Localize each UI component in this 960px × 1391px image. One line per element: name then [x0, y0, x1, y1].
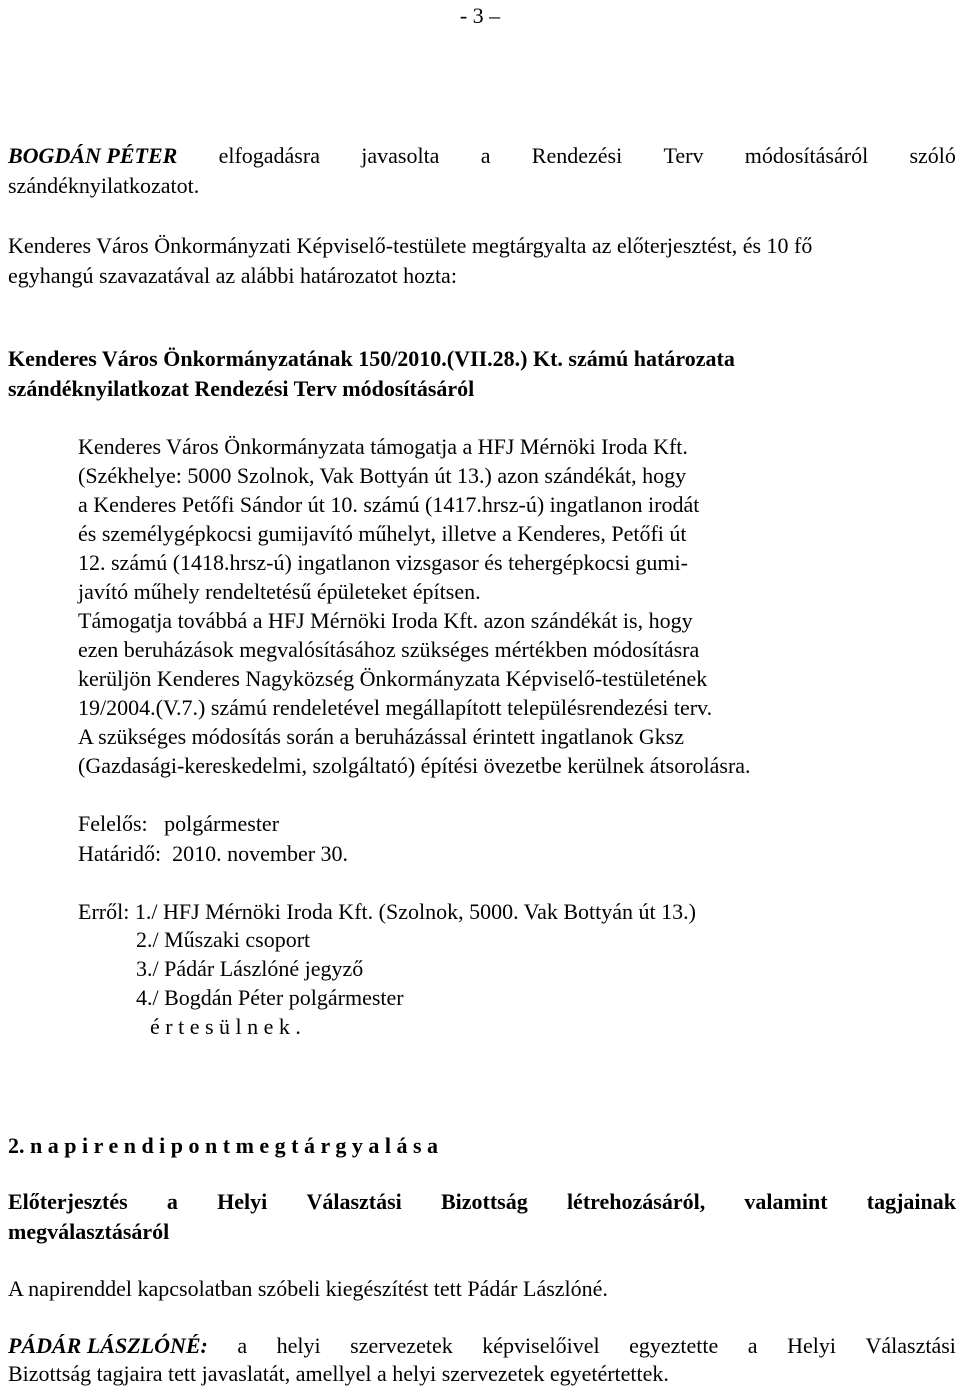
agenda2-heading: 2. n a p i r e n d i p o n t m e g t á r g y a l á s a	[8, 1133, 439, 1158]
responsible-row	[78, 811, 279, 837]
word: a	[747, 1333, 758, 1358]
responsible-label: Felelős:	[78, 811, 148, 836]
word: módosításáról	[744, 143, 869, 168]
word: valamint	[744, 1189, 828, 1214]
notify-row-1	[78, 899, 696, 925]
word: Választási	[865, 1333, 956, 1358]
resolution-line: és személygépkocsi gumijavító műhelyt, illetve a Kenderes, Petőfi út	[78, 521, 687, 546]
resolution-title-line1: Kenderes Város Önkormányzatának 150/2010.(VII.28.) Kt. számú határozata	[8, 346, 735, 371]
word: képviselőivel	[482, 1333, 600, 1358]
word: helyi	[276, 1333, 321, 1358]
word: szervezetek	[350, 1333, 453, 1358]
para2-line2: egyhangú szavazatával az alábbi határozatot hozta:	[8, 263, 457, 288]
resolution-line: kerüljön Kenderes Nagyközség Önkormányzata Képviselő-testületének	[78, 666, 708, 691]
word: a	[237, 1333, 248, 1358]
deadline-value: 2010. november 30.	[172, 841, 349, 866]
word: Bizottság	[440, 1189, 528, 1214]
word: a	[166, 1189, 178, 1214]
resolution-line: 19/2004.(V.7.) számú rendeletével megállapított településrendezési terv.	[78, 695, 713, 720]
resolution-line: (Gazdasági-kereskedelmi, szolgáltató) építési övezetbe kerülnek átsorolásra.	[78, 753, 751, 778]
resolution-line: 12. számú (1418.hrsz-ú) ingatlanon vizsgasor és tehergépkocsi gumi-	[78, 550, 688, 575]
speaker-name: PÁDÁR LÁSZLÓNÉ:	[8, 1333, 208, 1358]
resolution-line: Kenderes Város Önkormányzata támogatja a HFJ Mérnöki Iroda Kft.	[78, 434, 688, 459]
word: Terv	[663, 143, 704, 168]
agenda2-title-line2: megválasztásáról	[8, 1219, 170, 1244]
deadline-row	[78, 841, 348, 867]
resolution-line: Támogatja továbbá a HFJ Mérnöki Iroda Kft. azon szándékát is, hogy	[78, 608, 693, 633]
word: tagjainak	[866, 1189, 956, 1214]
word: Rendezési	[531, 143, 623, 168]
word: Előterjesztés	[8, 1189, 128, 1214]
resolution-line: (Székhelye: 5000 Szolnok, Vak Bottyán út 13.) azon szándékát, hogy	[78, 463, 687, 488]
word: Helyi	[787, 1333, 836, 1358]
agenda2-speaker-line1	[8, 1333, 956, 1359]
word: Választási	[306, 1189, 402, 1214]
responsible-value: polgármester	[164, 811, 280, 836]
para1-line2: szándéknyilatkozatot.	[8, 173, 200, 198]
word: javasolta	[361, 143, 440, 168]
agenda2-speaker-line2: Bizottság tagjaira tett javaslatát, amellyel a helyi szervezetek egyetértettek.	[8, 1361, 669, 1386]
notify-closing: é r t e s ü l n e k .	[150, 1014, 301, 1039]
notify-item: 2./ Műszaki csoport	[136, 927, 311, 952]
para2-line1: Kenderes Város Önkormányzati Képviselő-testülete megtárgyalta az előterjesztést, és 10 fő	[8, 233, 813, 258]
resolution-line: ezen beruházások megvalósításához szükséges mértékben módosításra	[78, 637, 700, 662]
word: egyeztette	[629, 1333, 719, 1358]
deadline-label: Határidő:	[78, 841, 162, 866]
notify-item: 3./ Pádár Lászlóné jegyző	[136, 956, 364, 981]
notify-item: 1./ HFJ Mérnöki Iroda Kft. (Szolnok, 5000. Vak Bottyán út 13.)	[134, 899, 696, 924]
word: elfogadásra	[218, 143, 320, 168]
speaker-name: BOGDÁN PÉTER	[8, 143, 178, 168]
word: létrehozásáról,	[566, 1189, 706, 1214]
word: szóló	[909, 143, 956, 168]
para1-line1	[8, 143, 956, 169]
resolution-line: javító műhely rendeltetésű épületeket építsen.	[78, 579, 481, 604]
word: Helyi	[217, 1189, 268, 1214]
word: a	[480, 143, 491, 168]
resolution-title-line2: szándéknyilatkozat Rendezési Terv módosításáról	[8, 376, 475, 401]
resolution-line: A szükséges módosítás során a beruházással érintett ingatlanok Gksz	[78, 724, 685, 749]
page-number: - 3 –	[459, 3, 501, 28]
notify-item: 4./ Bogdán Péter polgármester	[136, 985, 404, 1010]
resolution-line: a Kenderes Petőfi Sándor út 10. számú (1417.hrsz-ú) ingatlanon irodát	[78, 492, 700, 517]
notify-label: Erről:	[78, 899, 130, 924]
agenda2-title-line1	[8, 1189, 956, 1215]
resolution-body	[78, 432, 751, 780]
agenda2-para1: A napirenddel kapcsolatban szóbeli kiegészítést tett Pádár Lászlóné.	[8, 1276, 608, 1301]
